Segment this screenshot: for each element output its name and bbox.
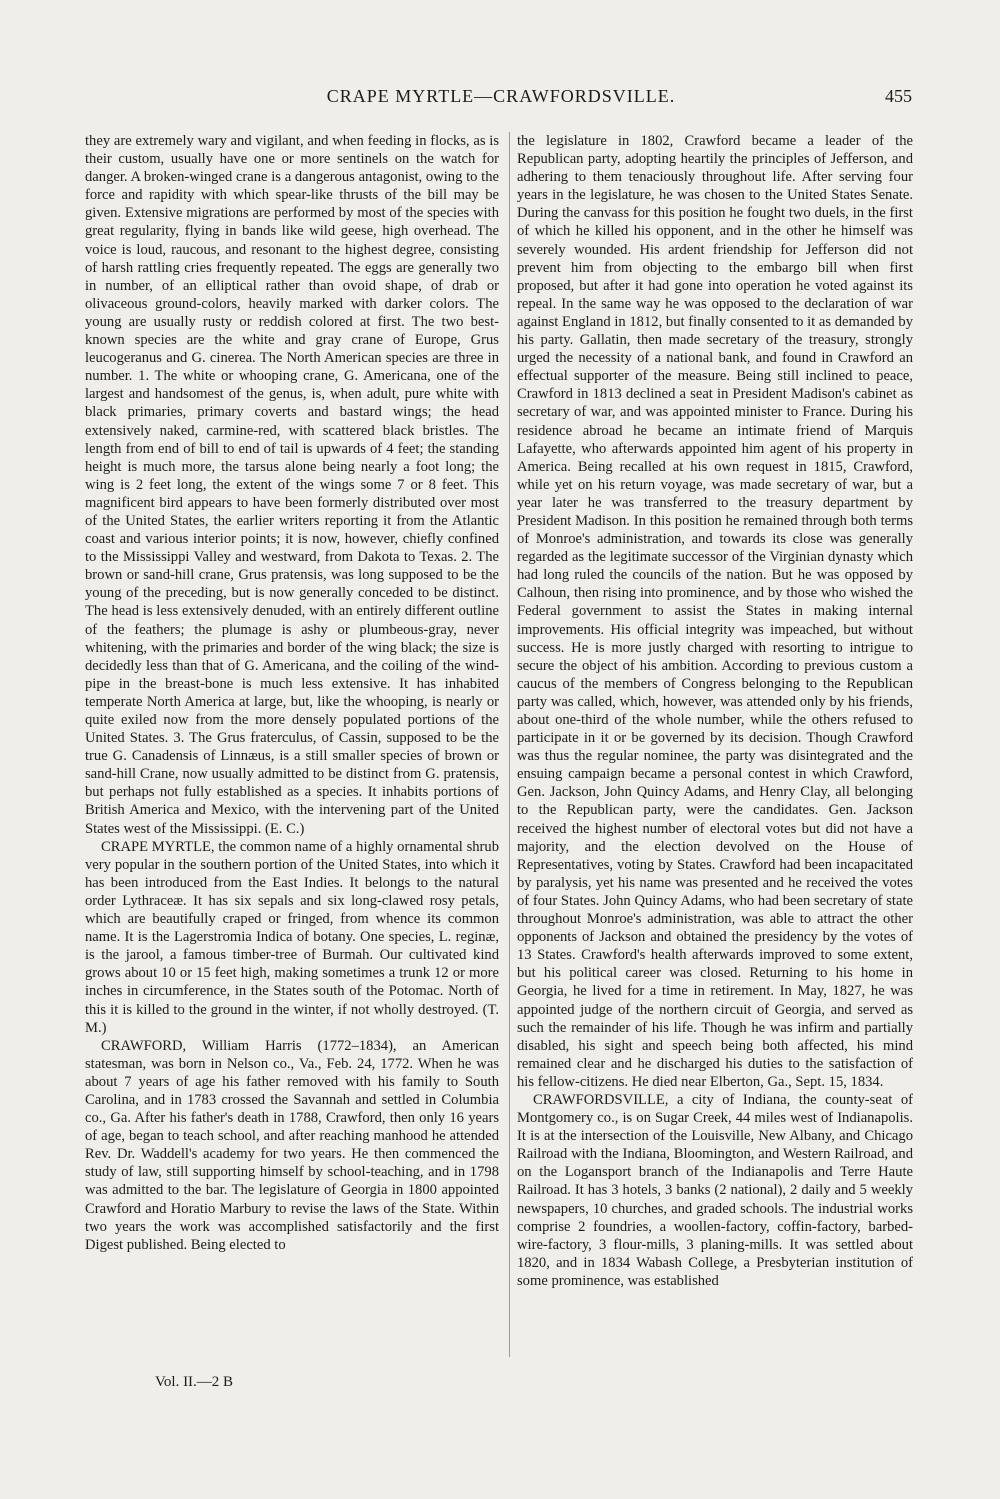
crane-signature: (E. C.) — [265, 820, 305, 837]
right-column — [517, 132, 913, 1357]
crawford-heading: CRAWFORD, William Harris — [101, 1037, 302, 1054]
crawford-text: (1772–1834), an American statesman, was born in Nelson co., Va., Feb. 24, 1772. When he was about 7 years of age his father removed with his family to South Carolina, and in 1783 crossed the Savannah and settled in Columbia co., Ga. After his father's death in 1788, Crawford, then only 16 years of age, began to teach school, and after reaching manhood he attended Rev. Dr. Waddell's academy for two years. He then commenced the study of law, still supporting himself by school-teaching, and in 1798 was admitted to the bar. The legislature of Georgia in 1800 appointed Crawford and Horatio Marbury to revise the laws of the State. Within two years the work was accomplished satisfactorily and the first Digest published. Being elected to — [85, 1037, 499, 1253]
crane-text: they are extremely wary and vigilant, and when feeding in flocks, as is their custom, usually have one or more sentinels on the watch for danger. A broken-winged crane is a dangerous antagonist, owing to the force and rapidity with which spear-like thrusts of the bill may be given. Extensive migrations are performed by most of the species with great regularity, flying in bands like wild geese, high overhead. The voice is loud, raucous, and resonant to the highest degree, consisting of harsh rattling cries frequently repeated. The eggs are generally two in number, of an elliptical rather than ovoid shape, of drab or olivaceous ground-colors, heavily marked with darker colors. The young are usually rusty or reddish colored at first. The two best-known species are the white and gray crane of Europe, Grus leucogeranus and G. cinerea. The North American species are three in number. 1. The white or whooping crane, G. Americana, one of the largest and handsomest of the genus, is, when adult, pure white with black primaries, primary coverts and bastard wings; the head extensively naked, carmine-red, with scattered black bristles. The length from end of bill to end of tail is upwards of 4 feet; the standing height is much more, the tarsus alone being nearly a foot long; the wing is 2 feet long, the extent of the wings some 7 or 8 feet. This magnificent bird appears to have been formerly distributed over most of the United States, the earlier writers reporting it from the Atlantic coast and various interior points; it is now, however, chiefly confined to the Mississippi Valley and westward, from Dakota to Texas. 2. The brown or sand-hill crane, Grus pratensis, was long supposed to be the young of the preceding, but is now generally conceded to be distinct. The head is less extensively denuded, with an entirely different outline of the feathers; the plumage is ashy or plumbeous-gray, never whitening, with the primaries and border of the wing black; the size is decidedly less than that of G. Americana, and the coiling of the wind-pipe in the breast-bone is much less extensive. It has inhabited temperate North America at large, but, like the whooping, is nearly or quite exiled now from the more densely populated portions of the United States. 3. The Grus fraterculus, of Cassin, supposed to be the true G. Canadensis of Linnæus, is a still smaller species of brown or sand-hill Crane, now usually admitted to be distinct from G. pratensis, but perhaps not fully established as a species. It inhabits portions of British America and Mexico, with the intervening part of the United States west of the Mississippi. — [85, 133, 499, 837]
crane-article-continued — [85, 132, 499, 838]
left-column — [85, 132, 499, 1357]
crape-myrtle-text: the common name of a highly ornamental shrub very popular in the southern portion of the United States, into which it has been introduced from the East Indies. It belongs to the natural order Lythraceæ. It has six sepals and six long-clawed rosy petals, which are beautifully craped or fringed, from whence its common name. It is the Lagerstromia Indica of botany. One species, L. reginæ, is the jarool, a famous timber-tree of Burmah. Our cultivated kind grows about 10 or 15 feet high, making sometimes a trunk 12 or more inches in circumference, in the States south of the Potomac. North of this it is killed to the ground in the winter, if not wholly destroyed. — [85, 838, 499, 1018]
crawford-article — [85, 1037, 499, 1254]
volume-signature: Vol. II.—2 B — [155, 1374, 234, 1390]
crape-myrtle-article — [85, 838, 499, 1037]
running-head: CRAPE MYRTLE—CRAWFORDSVILLE. — [326, 86, 676, 106]
crawfordsville-article — [517, 1091, 913, 1290]
crawfordsville-heading: CRAWFORDSVILLE, — [533, 1091, 669, 1108]
page-number: 455 — [885, 86, 912, 106]
crawford-article-continued: the legislature in 1802, Crawford became a leader of the Republican party, adopting heartily the principles of Jefferson, and adhering to them tenaciously throughout life. After serving four years in the legislature, he was chosen to the United States Senate. During the canvass for this position he fought two duels, in the first of which he killed his opponent, and in the other he himself was severely wounded. His ardent friendship for Jefferson did not prevent him from objecting to the embargo bill when first proposed, but after it had gone into operation he voted against its repeal. In the same way he was opposed to the declaration of war against England in 1812, but finally consented to it as demanded by his party. Gallatin, then made secretary of the treasury, strongly urged the necessity of a national bank, and found in Crawford an effectual supporter of the measure. Being still inclined to peace, Crawford in 1813 declined a seat in President Madison's cabinet as secretary of war, and was appointed minister to France. During his residence abroad he became an intimate friend of Marquis Lafayette, who afterwards appointed him agent of his property in America. Being recalled at his own request in 1815, Crawford, while yet on his return voyage, was made secretary of war, but a year later he was transferred to the treasury department by President Madison. In this position he remained through both terms of Monroe's administration, and towards its close was generally regarded as the legitimate successor of the Virginian dynasty which had long ruled the councils of the nation. But he was opposed by Calhoun, then rising into prominence, and by those who wished the Federal government to assist the States in making internal improvements. His official integrity was impeached, but without success. He is more justly charged with resorting to intrigue to secure the object of his ambition. According to previous custom a caucus of the members of Congress belonging to the Republican party was called, which, however, was attended only by his friends, about one-third of the whole number, while the others refused to participate in it or be governed by its decision. Though Crawford was thus the regular nominee, the party was disintegrated and the ensuing campaign became a personal contest in which Crawford, Gen. Jackson, John Quincy Adams, and Henry Clay, all belonging to the Republican party, were the candidates. Gen. Jackson received the highest number of electoral votes but did not have a majority, and the election devolved on the House of Representatives, voting by States. Crawford had been incapacitated by paralysis, yet his name was presented and he received the votes of four States. John Quincy Adams, who had been secretary of state throughout Monroe's administration, was able to attract the other opponents of Jackson and obtained the presidency by the votes of 13 States. Crawford's health afterwards improved to some extent, but his political career was closed. Returning to his home in Georgia, he lived for a time in retirement. In May, 1827, he was appointed judge of the northern circuit of Georgia, and served as such the remainder of his life. Though he was infirm and partially disabled, his sight and speech being both affected, his mind remained clear and he discharged his duties to the satisfaction of his fellow-citizens. He died near Elberton, Ga., Sept. 15, 1834. — [517, 133, 913, 1090]
column-divider — [509, 132, 510, 1357]
crape-myrtle-heading: CRAPE MYRTLE, — [101, 838, 215, 855]
page-header — [90, 86, 912, 118]
crape-myrtle-signature: (T. M.) — [85, 1001, 499, 1036]
crawfordsville-text: a city of Indiana, the county-seat of Montgomery co., is on Sugar Creek, 44 miles west of Indianapolis. It is at the intersection of the Louisville, New Albany, and Chicago Railroad with the Indiana, Bloomington, and Western Railroad, and on the Logansport branch of the Indianapolis and Terre Haute Railroad. It has 3 hotels, 3 banks (2 national), 2 daily and 5 weekly newspapers, 10 churches, and graded schools. The industrial works comprise 2 foundries, a woollen-factory, coffin-factory, barbed-wire-factory, 3 flour-mills, 3 planing-mills. It was settled about 1820, and in 1834 Wabash College, a Presbyterian institution of some prominence, was established — [517, 1091, 913, 1289]
